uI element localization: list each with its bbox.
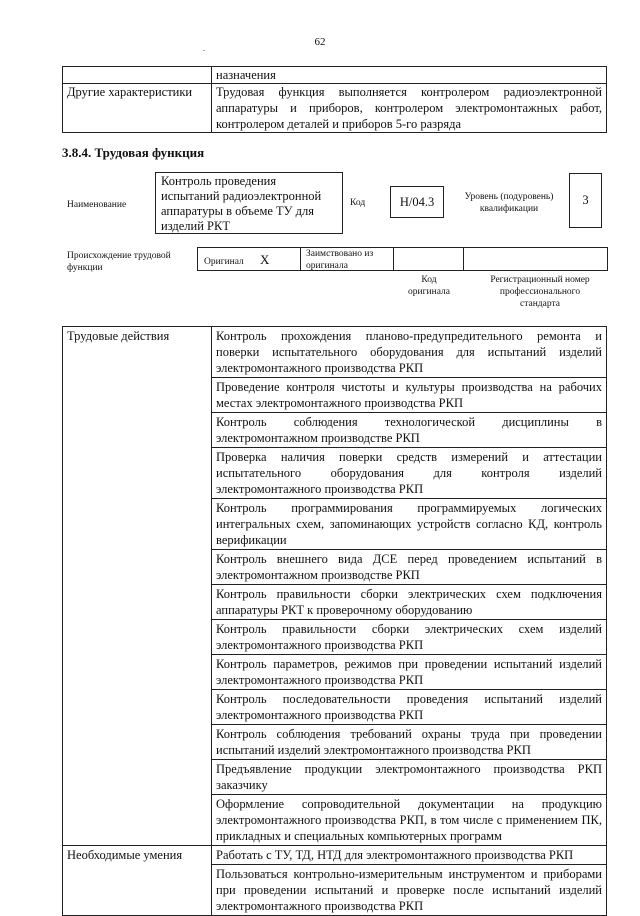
text-line: Контроль правильности сборки электрических схем изделий	[216, 622, 602, 636]
text-line: Предъявление продукции электромонтажного производства РКП	[216, 762, 602, 776]
text-line: профессионального	[499, 287, 581, 297]
text-line: Проверка наличия поверки средств измерений и аттестации	[216, 450, 602, 464]
text-line: Уровень (подуровень)	[464, 192, 554, 202]
text-line: Оформление сопроводительной документации на продукцию	[216, 797, 602, 811]
text-line: Происхождение трудовой	[67, 251, 171, 261]
table-row	[63, 585, 607, 620]
table-row	[63, 327, 607, 378]
text-line: оригинала	[408, 287, 450, 297]
row-text-cell	[212, 378, 607, 413]
table-row	[63, 378, 607, 413]
row-text-cell	[212, 690, 607, 725]
text-line: при проведении испытаний и проверке после испытаний изделий	[216, 883, 602, 897]
text-line: электромонтажном производстве РКП	[216, 568, 420, 582]
row-label-cell	[63, 690, 212, 725]
row-label-cell	[63, 499, 212, 550]
row-label-cell	[63, 550, 212, 585]
table-row	[63, 499, 607, 550]
row-label-cell	[63, 378, 212, 413]
text-line: Работать с ТУ, ТД, НТД для электромонтажного производства РКП	[216, 848, 574, 862]
text-line: Проведение контроля чистоты и культуры производства на рабочих	[216, 380, 602, 394]
text-line: интегральных схем, запоминающих устройств согласно КД, контроль	[216, 517, 602, 531]
row-text-cell	[212, 499, 607, 550]
text-line: Контроль последовательности проведения испытаний изделий	[216, 692, 602, 706]
text-line: Контроль внешнего вида ДСЕ перед проведением испытаний в	[216, 552, 602, 566]
divider	[300, 248, 301, 270]
table-row	[63, 655, 607, 690]
text-line: Контроль правильности сборки электрических схем подключения	[216, 587, 602, 601]
row-text-cell	[212, 655, 607, 690]
divider	[463, 248, 464, 270]
text-line: испытаний радиоэлектронной	[161, 189, 322, 203]
text-line: аппаратуры и приборов, контролером электромонтажных работ,	[216, 101, 602, 115]
table-cell: Другие характеристики	[63, 84, 212, 133]
row-text-cell	[212, 846, 607, 865]
characteristics-table	[62, 66, 607, 133]
text-line: Контроль проведения	[161, 174, 277, 188]
divider	[393, 248, 394, 270]
row-text-cell	[212, 550, 607, 585]
scan-dot: .	[203, 44, 205, 53]
table-row	[63, 448, 607, 499]
text-line: электромонтажного производства РКП	[216, 673, 424, 687]
table-row	[63, 846, 607, 865]
text-line: оригинала	[306, 261, 348, 271]
text-line: прикладных и специальных компьютерных программ	[216, 829, 502, 843]
row-text-cell	[212, 327, 607, 378]
text-line: Контроль прохождения планово-предупредительного ремонта и	[216, 329, 602, 343]
text-line: Контроль соблюдения требований охраны труда при проведении	[216, 727, 602, 741]
table-row	[63, 795, 607, 846]
text-line: аппаратуры в объеме ТУ для	[161, 204, 314, 218]
text-line: стандарта	[520, 299, 560, 309]
table-row	[63, 413, 607, 448]
level-label	[455, 191, 563, 215]
borrowed-label	[306, 248, 373, 272]
text-line: Пользоваться контрольно-измерительным инструментом и приборами	[216, 867, 602, 881]
text-line: поверки испытательного оборудования для испытаний изделий	[216, 345, 602, 359]
text-line: Трудовая функция выполняется контролером радиоэлектронной	[216, 85, 602, 99]
text-line: функции	[67, 263, 103, 273]
text-line: Контроль программирования программируемых логических	[216, 501, 602, 515]
table-row	[63, 620, 607, 655]
table-cell	[63, 67, 212, 84]
text-line: электромонтажного производства РКП	[216, 482, 424, 496]
text-line: контролером деталей и приборов 5-го разряда	[216, 117, 462, 131]
origin-row	[197, 247, 608, 271]
text-line: Контроль параметров, режимов при проведении испытаний изделий	[216, 657, 602, 671]
reg-number-caption	[470, 274, 610, 310]
row-text-cell	[212, 725, 607, 760]
code-origin-caption	[398, 274, 460, 298]
row-text-cell	[212, 413, 607, 448]
original-label: Оригинал	[204, 257, 244, 267]
row-label-cell: Трудовые действия	[63, 327, 212, 378]
text-line: электромонтажного производства РКП	[216, 708, 424, 722]
text-line: Регистрационный номер	[490, 275, 590, 285]
row-label-cell	[63, 725, 212, 760]
table-row	[63, 760, 607, 795]
row-label-cell	[63, 865, 212, 916]
text-line: верификации	[216, 533, 287, 547]
row-label-cell	[63, 620, 212, 655]
origin-label	[67, 250, 171, 274]
row-text-cell	[212, 760, 607, 795]
text-line: испытательного оборудования для контроля изделий	[216, 466, 602, 480]
text-line: электромонтажном производстве РКП	[216, 431, 420, 445]
text-line: электромонтажного производства РКП, в том числе с применением ПК,	[216, 813, 602, 827]
table-row	[63, 67, 607, 84]
text-line: Код	[421, 275, 437, 285]
row-label-cell	[63, 448, 212, 499]
row-text-cell	[212, 620, 607, 655]
text-line: электромонтажного производства РКП	[216, 638, 424, 652]
text-line: заказчику	[216, 778, 268, 792]
row-label-cell	[63, 760, 212, 795]
section-heading: 3.8.4. Трудовая функция	[62, 145, 205, 160]
original-mark: X	[260, 252, 270, 267]
name-label: Наименование	[67, 200, 127, 210]
row-text-cell	[212, 795, 607, 846]
text-line: Заимствовано из	[306, 249, 374, 259]
text-line: электромонтажного производства РКП	[216, 899, 424, 913]
table-row	[63, 84, 607, 133]
table-cell	[212, 84, 607, 133]
text-line: Контроль соблюдения технологической дисциплины в	[216, 415, 602, 429]
function-name-box	[155, 172, 343, 234]
row-text-cell	[212, 865, 607, 916]
row-label-cell	[63, 655, 212, 690]
row-label-cell	[63, 795, 212, 846]
text-line: электромонтажного производства РКП	[216, 361, 424, 375]
text-line: квалификации	[479, 204, 539, 214]
labor-function-table	[62, 326, 607, 916]
table-row	[63, 725, 607, 760]
table-cell: назначения	[212, 67, 607, 84]
text-line: испытаний изделий электромонтажного производства РКП	[216, 743, 531, 757]
row-label-cell: Необходимые умения	[63, 846, 212, 865]
row-label-cell	[63, 585, 212, 620]
text-line: изделий РКТ	[161, 219, 230, 233]
text-line: местах электромонтажного производства РКП	[216, 396, 463, 410]
level-box: 3	[569, 173, 602, 228]
text-line: аппаратуры РКТ к проверочному оборудованию	[216, 603, 473, 617]
code-label: Код	[350, 198, 366, 208]
code-box: H/04.3	[390, 186, 444, 218]
row-text-cell	[212, 585, 607, 620]
table-row	[63, 690, 607, 725]
row-label-cell	[63, 413, 212, 448]
table-row	[63, 550, 607, 585]
row-text-cell	[212, 448, 607, 499]
table-row	[63, 865, 607, 916]
page-number: 62	[314, 36, 326, 48]
